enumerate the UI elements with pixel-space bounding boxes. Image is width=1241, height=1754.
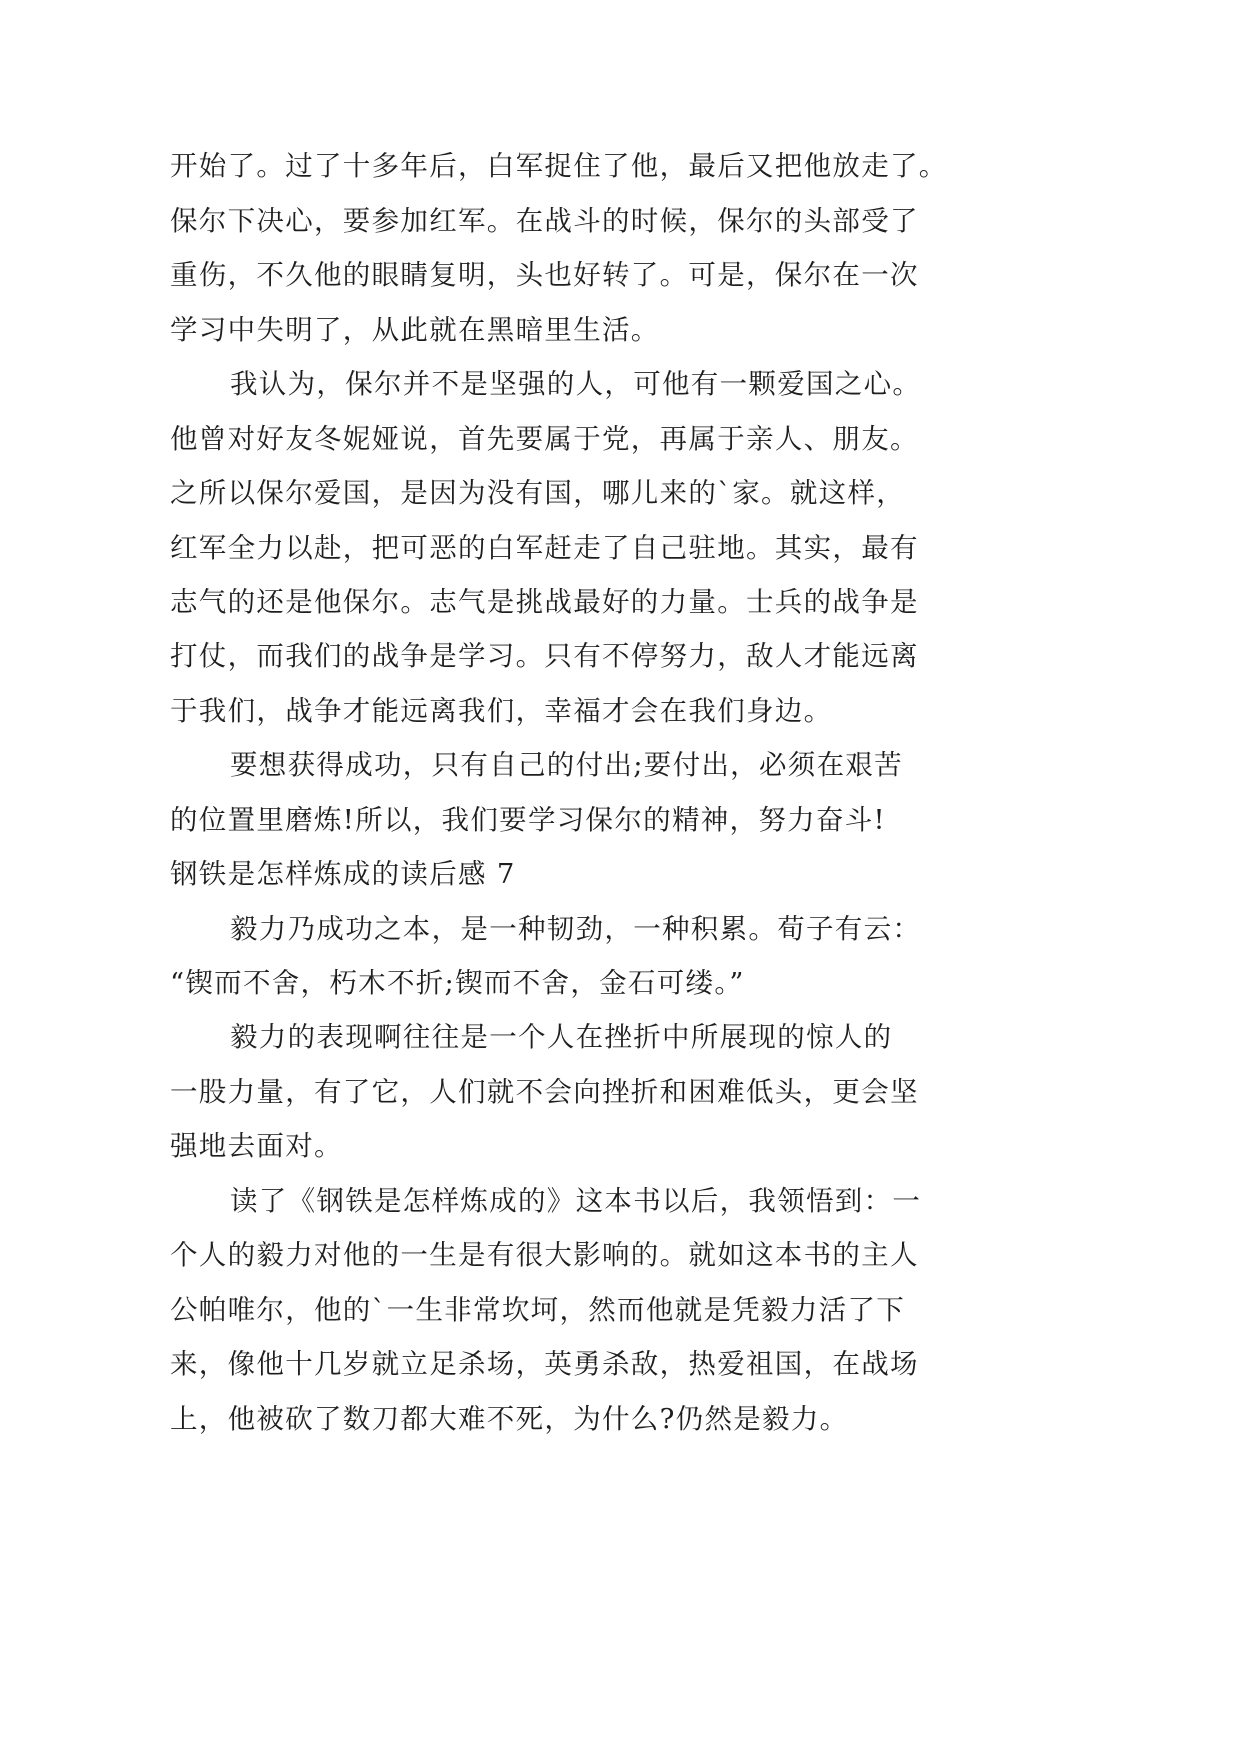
paragraph-line: 于我们，战争才能远离我们，幸福才会在我们身边。	[170, 695, 833, 727]
paragraph-line: 重伤，不久他的眼睛复明，头也好转了。可是，保尔在一次	[170, 259, 919, 291]
paragraph-line: 我认为，保尔并不是坚强的人，可他有一颗爱国之心。	[230, 368, 922, 400]
paragraph-line: 要想获得成功，只有自己的付出;要付出，必须在艰苦	[230, 749, 903, 781]
paragraph-line: 红军全力以赴，把可恶的白军赶走了自己驻地。其实，最有	[170, 532, 919, 564]
section-heading: 钢铁是怎样炼成的读后感 7	[170, 858, 516, 890]
paragraph-line: 一股力量，有了它，人们就不会向挫折和困难低头，更会坚	[170, 1076, 919, 1108]
paragraph-line: 开始了。过了十多年后，白军捉住了他，最后又把他放走了。	[170, 150, 948, 182]
paragraph-line: 学习中失明了，从此就在黑暗里生活。	[170, 314, 660, 346]
paragraph-line: 强地去面对。	[170, 1130, 343, 1162]
paragraph-line: 打仗，而我们的战争是学习。只有不停努力，敌人才能远离	[170, 640, 919, 672]
paragraph-line: “锲而不舍，朽木不折;锲而不舍，金石可缕。”	[170, 967, 745, 999]
paragraph-line: 上，他被砍了数刀都大难不死，为什么?仍然是毅力。	[170, 1403, 849, 1435]
paragraph-line: 毅力的表现啊往往是一个人在挫折中所展现的惊人的	[230, 1021, 893, 1053]
paragraph-line: 个人的毅力对他的一生是有很大影响的。就如这本书的主人	[170, 1239, 919, 1271]
paragraph-line: 保尔下决心，要参加红军。在战斗的时候，保尔的头部受了	[170, 205, 919, 237]
paragraph-line: 之所以保尔爱国，是因为没有国，哪儿来的`家。就这样，	[170, 477, 906, 509]
paragraph-line: 来，像他十几岁就立足杀场，英勇杀敌，热爱祖国，在战场	[170, 1348, 919, 1380]
paragraph-line: 公帕唯尔，他的`一生非常坎坷，然而他就是凭毅力活了下	[170, 1294, 906, 1326]
paragraph-line: 志气的还是他保尔。志气是挑战最好的力量。士兵的战争是	[170, 586, 919, 618]
paragraph-line: 的位置里磨炼!所以，我们要学习保尔的精神，努力奋斗!	[170, 804, 886, 836]
paragraph-line: 毅力乃成功之本，是一种韧劲，一种积累。荀子有云：	[230, 913, 922, 945]
paragraph-line: 他曾对好友冬妮娅说，首先要属于党，再属于亲人、朋友。	[170, 423, 919, 455]
paragraph-line: 读了《钢铁是怎样炼成的》这本书以后，我领悟到：一	[230, 1185, 922, 1217]
